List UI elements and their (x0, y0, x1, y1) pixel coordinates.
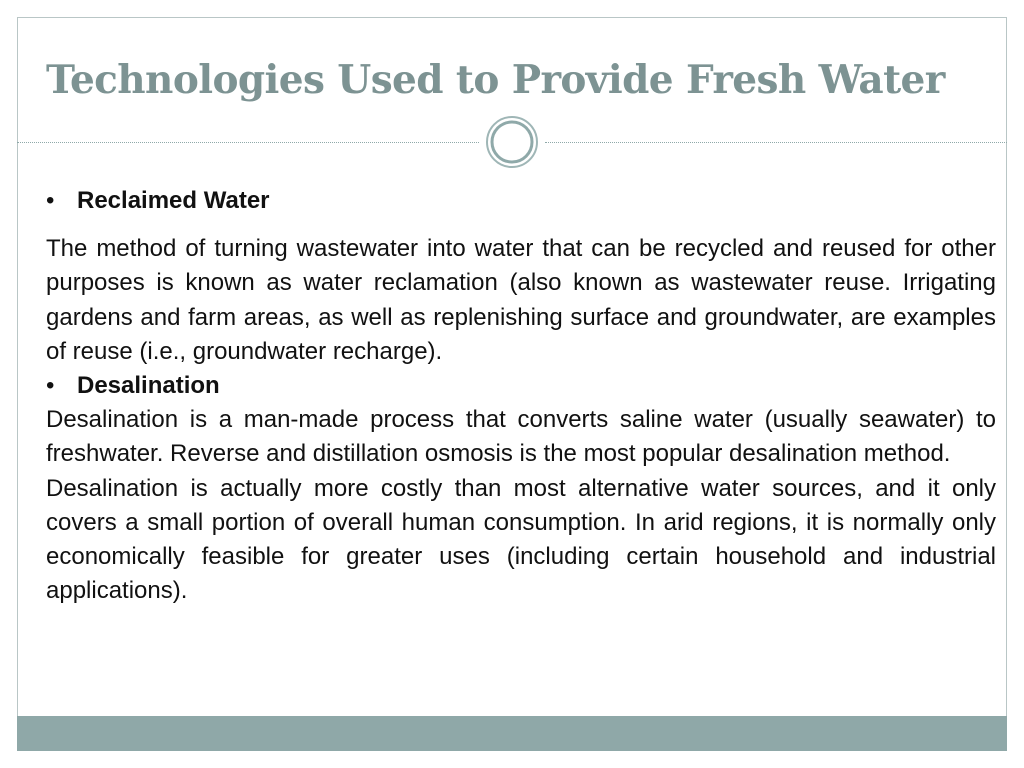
bullet-reclaimed-water (46, 184, 996, 218)
bullet-dot: • (46, 187, 55, 214)
circle-ornament-icon (485, 115, 539, 169)
title-divider-left (17, 142, 479, 143)
slide-title: Technologies Used to Provide Fresh Water (46, 57, 945, 103)
bullet-desalination (46, 369, 996, 403)
paragraph-reclaimed-water: The method of turning wastewater into water that can be recycled and reused for other purposes is known as water reclamation (also known as wastewater reuse. Irrigating gardens and farm areas, as well as replenishing surface and groundwater, are examples of reuse (i.e., groundwater recharge). (46, 235, 996, 365)
title-divider-right (545, 142, 1007, 143)
bullet-dot: • (46, 372, 55, 400)
slide-body (46, 184, 996, 608)
footer-accent-bar (17, 716, 1007, 751)
section-heading-reclaimed-water: Reclaimed Water (77, 187, 270, 214)
section-heading-desalination: Desalination (77, 372, 220, 400)
paragraph-desalination-2: Desalination is actually more costly than most alternative water sources, and it only covers a small portion of overall human consumption. In arid regions, it is normally only economically feasible for greater uses (including certain household and industrial applications). (46, 474, 996, 605)
paragraph-desalination-1: Desalination is a man-made process that converts saline water (usually seawater) to freshwater. Reverse and distillation osmosis is the most popular desalination method. (46, 406, 996, 468)
